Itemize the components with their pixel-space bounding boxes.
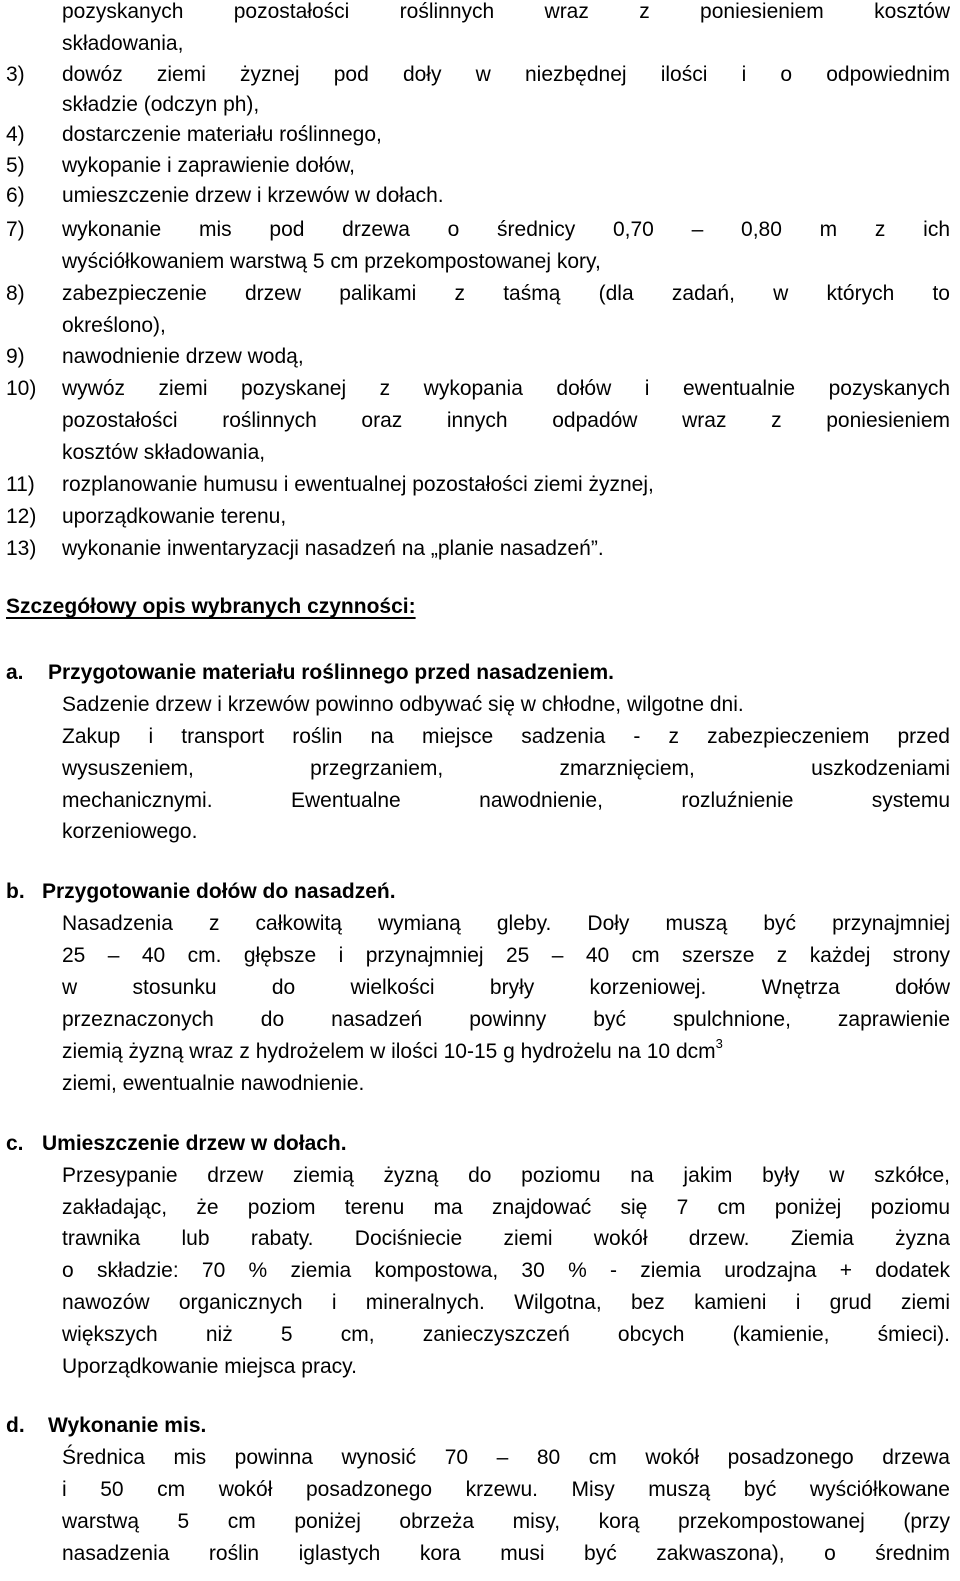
paragraph-line: nawozów organicznych i mineralnych. Wilgotna, bez kamieni i grud ziemi (62, 1291, 950, 1314)
list-item-text: rozplanowanie humusu i ewentualnej pozostałości ziemi żyznej, (62, 473, 654, 496)
list-item-text: wykonanie mis pod drzewa o średnicy 0,70 – 0,80 m z ich (62, 218, 950, 241)
paragraph-line: nasadzenia roślin iglastych kora musi być zakwaszona), o średnim (62, 1542, 950, 1565)
subsection-letter: a. (6, 661, 24, 684)
list-item-number: 11) (6, 473, 35, 496)
paragraph-line: mechanicznymi. Ewentualne nawodnienie, rozluźnienie systemu (62, 789, 950, 812)
list-item-text: dostarczenie materiału roślinnego, (62, 123, 382, 146)
subsection-letter: d. (6, 1414, 25, 1437)
list-item-text: umieszczenie drzew i krzewów w dołach. (62, 184, 444, 207)
paragraph-line: wysuszeniem, przegrzaniem, zmarznięciem, uszkodzeniami (62, 757, 950, 780)
subsection-title: Przygotowanie dołów do nasadzeń. (42, 880, 396, 903)
paragraph-line: Uporządkowanie miejsca pracy. (62, 1355, 357, 1378)
list-item-text: wykonanie inwentaryzacji nasadzeń na „planie nasadzeń”. (62, 537, 604, 560)
list-item-continuation: określono), (62, 314, 166, 337)
list-item-continuation: pozostałości roślinnych oraz innych odpadów wraz z poniesieniem (62, 409, 950, 432)
paragraph-line: ziemią żyzną wraz z hydrożelem w ilości 10-15 g hydrożelu na 10 dcm$^3$ (62, 1036, 723, 1063)
paragraph-line: ziemi, ewentualnie nawodnienie. (62, 1072, 365, 1095)
section-heading-row (0, 592, 960, 622)
superscript: 3 (715, 1036, 723, 1051)
list-item (0, 502, 960, 532)
list-item (0, 534, 960, 564)
subsection-title: Wykonanie mis. (48, 1414, 207, 1437)
list-item-number: 6) (6, 184, 25, 207)
list-item-text: wywóz ziemi pozyskanej z wykopania dołów i ewentualnie pozyskanych (62, 377, 950, 400)
list-item-number: 5) (6, 154, 25, 177)
list-item (0, 120, 960, 150)
paragraph-line: Przesypanie drzew ziemią żyzną do poziomu na jakim były w szkółce, (62, 1164, 950, 1187)
subsection-letter: b. (6, 880, 25, 903)
list-item-number: 10) (6, 377, 37, 400)
list-item-text: wykopanie i zaprawienie dołów, (62, 154, 356, 177)
list-item (0, 215, 960, 245)
paragraph-line: Zakup i transport roślin na miejsce sadzenia - z zabezpieczeniem przed (62, 725, 950, 748)
list-item-continuation: wyściółkowaniem warstwą 5 cm przekompostowanej kory, (62, 250, 601, 273)
list-item-number: 7) (6, 218, 25, 241)
paragraph-line: większych niż 5 cm, zanieczyszczeń obcych (kamienie, śmieci). (62, 1323, 950, 1346)
subsection-letter: c. (6, 1132, 24, 1155)
list-item (0, 151, 960, 181)
list-item-number: 9) (6, 345, 25, 368)
subsection-title-row (0, 1129, 960, 1159)
paragraph-line: Sadzenie drzew i krzewów powinno odbywać się w chłodne, wilgotne dni. (62, 693, 744, 716)
section-heading: Szczegółowy opis wybranych czynności: (6, 595, 416, 618)
paragraph-line: o składzie: 70 % ziemia kompostowa, 30 % - ziemia urodzajna + dodatek (62, 1259, 950, 1282)
list-item-number: 8) (6, 282, 25, 305)
paragraph-line: trawnika lub rabaty. Dociśniecie ziemi wokół drzew. Ziemia żyzna (62, 1227, 950, 1250)
list-continuation: pozyskanych pozostałości roślinnych wraz z poniesieniem kosztów (62, 0, 950, 23)
list-item (0, 60, 960, 90)
subsection-title-row (0, 658, 960, 688)
list-item-text: zabezpieczenie drzew palikami z taśmą (dla zadań, w których to (62, 282, 950, 305)
list-item-text: uporządkowanie terenu, (62, 505, 287, 528)
subsection-title-row (0, 877, 960, 907)
subsection-title: Przygotowanie materiału roślinnego przed nasadzeniem. (48, 661, 614, 684)
list-item (0, 470, 960, 500)
list-item-number: 12) (6, 505, 37, 528)
list-continuation: składowania, (62, 32, 184, 55)
paragraph-line: warstwą 5 cm poniżej obrzeża misy, korą przekompostowanej (przy (62, 1510, 950, 1533)
list-item (0, 342, 960, 372)
list-item (0, 279, 960, 309)
paragraph-line: korzeniowego. (62, 820, 198, 843)
list-item-continuation: składzie (odczyn ph), (62, 93, 260, 116)
paragraph-line: Średnica mis powinna wynosić 70 – 80 cm wokół posadzonego drzewa (62, 1446, 950, 1469)
subsection-title: Umieszczenie drzew w dołach. (42, 1132, 347, 1155)
paragraph-line: i 50 cm wokół posadzonego krzewu. Misy muszą być wyściółkowane (62, 1478, 950, 1501)
list-item-continuation: kosztów składowania, (62, 441, 266, 464)
paragraph-line: w stosunku do wielkości bryły korzeniowej. Wnętrza dołów (62, 976, 950, 999)
list-item-number: 3) (6, 63, 25, 86)
list-item-number: 13) (6, 537, 37, 560)
paragraph-line: przeznaczonych do nasadzeń powinny być spulchnione, zaprawienie (62, 1008, 950, 1031)
subsection-title-row (0, 1411, 960, 1441)
paragraph-line: zakładając, że poziom terenu ma znajdować się 7 cm poniżej poziomu (62, 1196, 950, 1219)
list-item (0, 374, 960, 404)
list-item-number: 4) (6, 123, 25, 146)
paragraph-line: 25 – 40 cm. głębsze i przynajmniej 25 – 40 cm szersze z każdej strony (62, 944, 950, 967)
list-item-text: nawodnienie drzew wodą, (62, 345, 304, 368)
list-item-text: dowóz ziemi żyznej pod doły w niezbędnej ilości i o odpowiednim (62, 63, 950, 86)
paragraph-line: Nasadzenia z całkowitą wymianą gleby. Doły muszą być przynajmniej (62, 912, 950, 935)
list-item (0, 181, 960, 211)
